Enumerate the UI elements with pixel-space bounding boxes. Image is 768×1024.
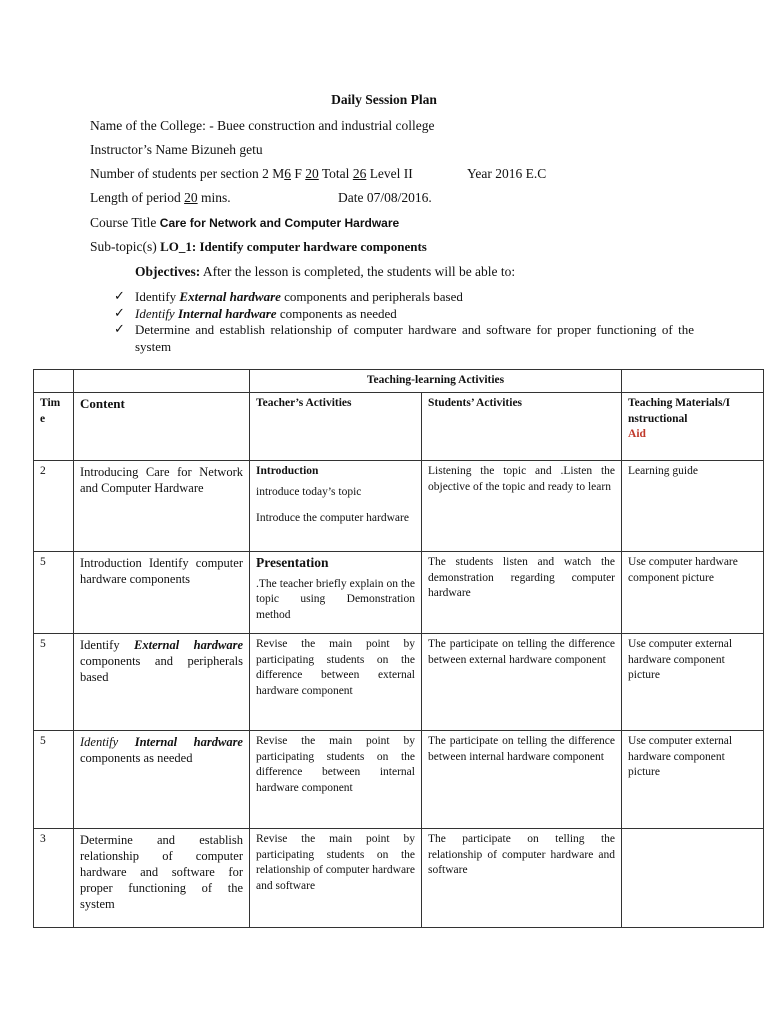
objectives-intro — [135, 264, 515, 280]
materials-cell: Use computer external hardware component picture — [622, 731, 764, 829]
header-time: Tim e — [34, 393, 74, 461]
total-label: Total — [318, 166, 353, 181]
table-row — [34, 829, 764, 928]
table-header-row — [34, 393, 764, 461]
content-text: Identify — [80, 638, 135, 652]
teacher-cell — [250, 461, 422, 552]
header-content: Content — [74, 393, 250, 461]
content-text: Identify — [80, 735, 135, 749]
year: Year 2016 E.C — [467, 166, 547, 181]
table-row — [34, 552, 764, 634]
students-cell: The students listen and watch the demonstration regarding computer hardware — [422, 552, 622, 634]
course-title: Care for Network and Computer Hardware — [159, 216, 400, 230]
teacher-line: introduce today’s topic — [256, 485, 362, 498]
header-teacher: Teacher’s Activities — [250, 393, 422, 461]
students-pre: 2 M — [262, 166, 285, 181]
subtopic-line — [90, 239, 427, 255]
students-cell: Listening the topic and .Listen the objective of the topic and ready to learn — [422, 461, 622, 552]
college-label: Name of the College: - — [90, 118, 218, 133]
group-header: Teaching-learning Activities — [250, 370, 622, 393]
checkmark-icon: ✓ — [114, 288, 125, 303]
objective-text: Identify — [135, 306, 178, 321]
date: Date 07/08/2016. — [338, 190, 432, 205]
content-emphasis: External hardware — [134, 638, 243, 652]
objective-item — [114, 305, 694, 322]
objectives-text: After the lesson is completed, the students will be able to: — [200, 264, 516, 279]
length-label: Length of period — [90, 190, 185, 205]
objectives-label: Objectives: — [135, 264, 201, 279]
content-cell — [74, 634, 250, 731]
objective-text: components and peripherals based — [280, 289, 463, 304]
teacher-cell — [250, 552, 422, 634]
checkmark-icon: ✓ — [114, 321, 125, 336]
materials-cell — [622, 829, 764, 928]
session-plan-table — [33, 369, 764, 928]
empty-cell — [74, 370, 250, 393]
materials-cell: Learning guide — [622, 461, 764, 552]
table-row — [34, 731, 764, 829]
content-cell: Introduction Identify computer hardware components — [74, 552, 250, 634]
objective-text: Determine and establish relationship of computer hardware and software for proper functioning of the system — [135, 322, 694, 354]
content-text: components and peripherals based — [80, 654, 243, 684]
length-value: 20 — [184, 190, 198, 205]
table-group-header-row — [34, 370, 764, 393]
time-cell: 3 — [34, 829, 74, 928]
teacher-line: Introduce the computer hardware — [256, 512, 409, 524]
materials-cell: Use computer hardware component picture — [622, 552, 764, 634]
time-cell: 5 — [34, 552, 74, 634]
header-students: Students’ Activities — [422, 393, 622, 461]
table-row — [34, 461, 764, 552]
students-cell: The participate on telling the relationship of computer hardware and software — [422, 829, 622, 928]
students-line — [90, 166, 413, 182]
objective-text: Identify — [135, 289, 180, 304]
teacher-title: Introduction — [256, 465, 319, 477]
empty-cell — [622, 370, 764, 393]
teacher-title: Presentation — [256, 555, 329, 570]
time-cell: 5 — [34, 731, 74, 829]
objective-item — [114, 321, 694, 355]
header-materials-aid: Aid — [628, 428, 646, 440]
instructor-name: Bizuneh getu — [190, 142, 263, 157]
instructor-label: Instructor’s Name — [90, 142, 191, 157]
content-text: components as needed — [80, 751, 193, 765]
teacher-cell: Revise the main point by participating students on the difference between external hardware component — [250, 634, 422, 731]
instructor-line — [90, 142, 263, 158]
materials-cell: Use computer external hardware component picture — [622, 634, 764, 731]
content-cell: Introducing Care for Network and Computer Hardware — [74, 461, 250, 552]
objective-item — [114, 288, 694, 305]
teacher-text: .The teacher briefly explain on the topic using Demonstration method — [256, 577, 415, 621]
content-cell: Determine and establish relationship of computer hardware and software for proper functioning of the system — [74, 829, 250, 928]
level: Level II — [366, 166, 413, 181]
objective-text: components as needed — [276, 306, 397, 321]
table-row — [34, 634, 764, 731]
male-count: 6 — [284, 166, 291, 181]
length-line — [90, 190, 231, 206]
checkmark-icon: ✓ — [114, 305, 125, 320]
teacher-cell: Revise the main point by participating students on the relationship of computer hardware and software — [250, 829, 422, 928]
subtopic: LO_1: Identify computer hardware components — [160, 239, 427, 254]
empty-cell — [34, 370, 74, 393]
course-label: Course Title — [90, 215, 160, 230]
time-cell: 5 — [34, 634, 74, 731]
header-materials — [622, 393, 764, 461]
college-name: Buee construction and industrial college — [217, 118, 435, 133]
time-cell: 2 — [34, 461, 74, 552]
students-cell: The participate on telling the difference between internal hardware component — [422, 731, 622, 829]
course-line — [90, 215, 399, 231]
length-unit: mins. — [197, 190, 231, 205]
subtopic-label: Sub-topic(s) — [90, 239, 161, 254]
header-materials-text: Teaching Materials/I nstructional — [628, 397, 731, 425]
total-count: 26 — [352, 166, 367, 181]
objective-emphasis: External hardware — [179, 289, 281, 304]
female-count: 20 — [305, 166, 319, 181]
college-line — [90, 118, 435, 134]
content-cell — [74, 731, 250, 829]
document-title: Daily Session Plan — [331, 92, 437, 107]
teacher-cell: Revise the main point by participating students on the difference between internal hardware component — [250, 731, 422, 829]
female-label: F — [290, 166, 306, 181]
students-label: Number of students per section — [90, 166, 263, 181]
content-emphasis: Internal hardware — [134, 735, 243, 749]
objective-emphasis: Internal hardware — [177, 306, 277, 321]
students-cell: The participate on telling the difference between external hardware component — [422, 634, 622, 731]
